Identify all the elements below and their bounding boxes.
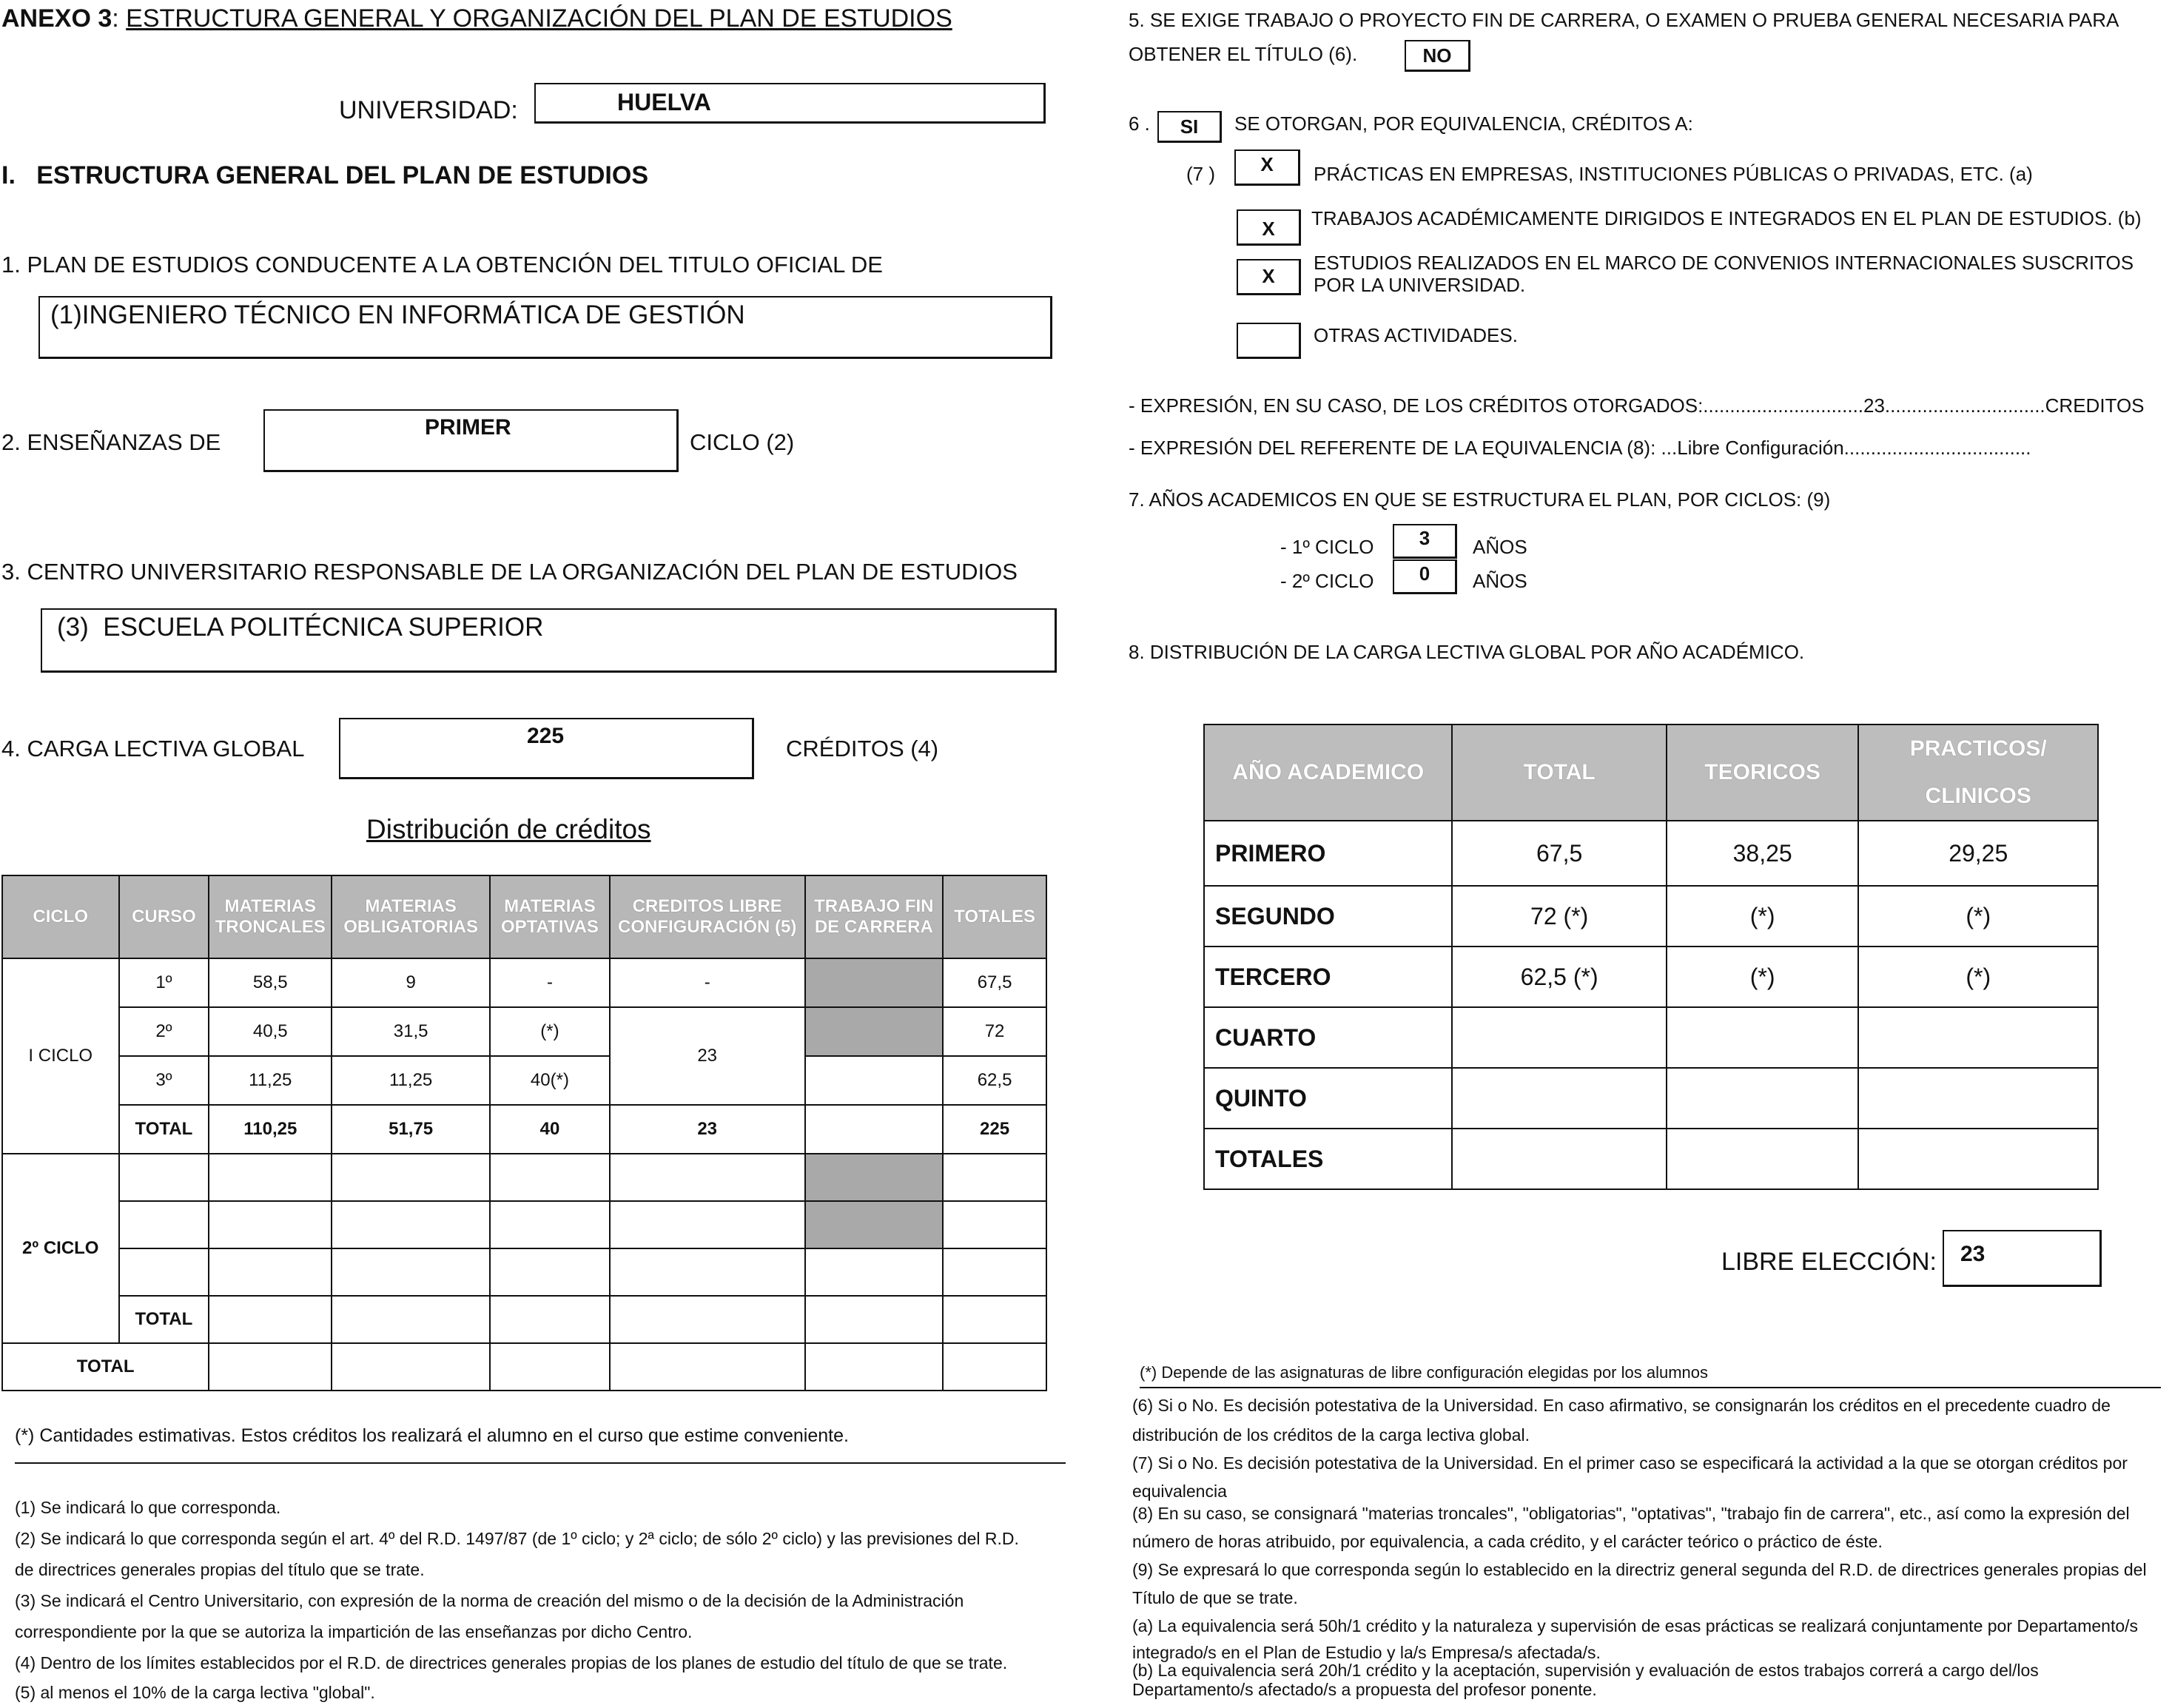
left-footnote: (4) Dentro de los límites establecidos por el R.D. de directrices generales propias de los planes de estudio del título de que se trate.	[15, 1653, 1008, 1672]
ciclo2-total-cell: TOTAL	[119, 1296, 209, 1343]
item2-label: 2. ENSEÑANZAS DE	[1, 429, 221, 455]
yearly-load-table	[1203, 724, 2099, 1190]
total-cell: 72 (*)	[1452, 886, 1666, 947]
curso-cell: TOTAL	[119, 1105, 209, 1154]
item2-suffix: CICLO (2)	[690, 429, 795, 455]
free-election-value: 23	[1960, 1242, 1986, 1266]
header-curso: CURSO	[119, 875, 209, 958]
left-footnote: correspondiente por la que se autoriza la impartición de las enseñanzas por dicho Centro.	[15, 1622, 693, 1641]
optativas-cell: 40	[490, 1105, 610, 1154]
totales-cell: 62,5	[943, 1056, 1046, 1105]
totales-cell: 72	[943, 1007, 1046, 1056]
troncales-cell: 11,25	[209, 1056, 332, 1105]
right-footnote: número de horas atribuido, por equivalencia, a cada crédito, y el carácter teórico o práctico de éste.	[1132, 1532, 1883, 1551]
right-footnote: (6) Si o No. Es decisión potestativa de la Universidad. En caso afirmativo, se consignarán los créditos en el precedente cuadro de	[1132, 1396, 2111, 1415]
free-election-label: LIBRE ELECCIÓN:	[1721, 1248, 1937, 1276]
teoricos-cell: (*)	[1667, 886, 1859, 947]
option-checkbox-convenios: X	[1237, 259, 1301, 295]
left-footnote: de directrices generales propias del título que se trate.	[15, 1560, 425, 1579]
teoricos-cell: 38,25	[1667, 821, 1859, 886]
degree-title-field	[38, 296, 1052, 359]
header-year: AÑO ACADEMICO	[1204, 724, 1452, 821]
header-practicos-line2: CLINICOS	[1925, 784, 2031, 808]
ciclo1-years-label: - 1º CICLO	[1280, 536, 1374, 558]
header-total: TOTAL	[1452, 724, 1666, 821]
item6-label: SE OTORGAN, POR EQUIVALENCIA, CRÉDITOS A:	[1234, 112, 1693, 135]
distribution-title: Distribución de créditos	[366, 814, 651, 844]
totales-cell: 225	[943, 1105, 1046, 1154]
option-label-trabajos: TRABAJOS ACADÉMICAMENTE DIRIGIDOS E INTEGRADOS EN EL PLAN DE ESTUDIOS. (b)	[1311, 207, 2142, 229]
table-row-total	[2, 1105, 1046, 1154]
trabajo-fin-cell	[805, 1007, 944, 1056]
item6-prefix: 6 .	[1129, 112, 1150, 135]
grand-total-cell: TOTAL	[2, 1343, 209, 1391]
ciclo1-years-unit: AÑOS	[1473, 536, 1527, 558]
libre-cell: 23	[610, 1105, 805, 1154]
table-row	[2, 958, 1046, 1007]
total-cell: 62,5 (*)	[1452, 947, 1666, 1007]
optativas-cell: 40(*)	[490, 1056, 610, 1105]
free-election-field	[1943, 1230, 2102, 1287]
right-footnote: distribución de los créditos de la carga lectiva global.	[1132, 1425, 1530, 1445]
right-footnote: (a) La equivalencia será 50h/1 crédito y la naturaleza y supervisión de esas prácticas se realizará conjuntamente por Departamento/s	[1132, 1616, 2139, 1635]
table-row	[2, 1007, 1046, 1056]
obligatorias-cell: 11,25	[332, 1056, 490, 1105]
option-label-practicas: PRÁCTICAS EN EMPRESAS, INSTITUCIONES PÚBLICAS O PRIVADAS, ETC. (a)	[1314, 163, 2033, 185]
libre-cell: -	[610, 958, 805, 1007]
ciclo2-years-value: 0	[1393, 559, 1457, 594]
total-cell: 67,5	[1452, 821, 1666, 886]
practicos-cell	[1858, 1129, 2098, 1189]
ciclo2-years-label: - 2º CICLO	[1280, 570, 1374, 592]
credits-value: 225	[527, 724, 565, 748]
year-cell: TERCERO	[1204, 947, 1452, 1007]
trabajo-fin-cell	[805, 1056, 944, 1105]
item8-label: 8. DISTRIBUCIÓN DE LA CARGA LECTIVA GLOBAL POR AÑO ACADÉMICO.	[1129, 641, 1805, 663]
teoricos-cell	[1667, 1068, 1859, 1129]
year-cell: QUINTO	[1204, 1068, 1452, 1129]
right-footnote: (9) Se expresará lo que corresponda según lo establecido en la directriz general segunda del R.D. de directrices generales propias del	[1132, 1560, 2147, 1579]
ciclo1-years-value: 3	[1393, 524, 1457, 559]
credit-distribution-table	[1, 875, 1047, 1391]
item5-line1: 5. SE EXIGE TRABAJO O PROYECTO FIN DE CARRERA, O EXAMEN O PRUEBA GENERAL NECESARIA PARA	[1129, 9, 2119, 31]
left-note: (*) Cantidades estimativas. Estos créditos los realizará el alumno en el curso que estime conveniente.	[15, 1425, 849, 1446]
right-divider	[1140, 1387, 2161, 1388]
troncales-cell: 110,25	[209, 1105, 332, 1154]
cycle-value: PRIMER	[425, 415, 511, 440]
credits-expression: - EXPRESIÓN, EN SU CASO, DE LOS CRÉDITOS OTORGADOS:..............................23..............................CREDITOS	[1129, 394, 2145, 417]
university-field	[534, 83, 1046, 124]
troncales-cell: 58,5	[209, 958, 332, 1007]
year-cell: SEGUNDO	[1204, 886, 1452, 947]
table-row	[1204, 947, 2098, 1007]
teoricos-cell	[1667, 1007, 1859, 1068]
table-row	[1204, 1068, 2098, 1129]
practicos-cell: (*)	[1858, 886, 2098, 947]
item5-line2: OBTENER EL TÍTULO (6).	[1129, 43, 1358, 65]
left-divider	[15, 1462, 1066, 1464]
center-value: (3) ESCUELA POLITÉCNICA SUPERIOR	[57, 613, 544, 642]
degree-title-value: (1)INGENIERO TÉCNICO EN INFORMÁTICA DE GESTIÓN	[50, 300, 745, 329]
practicos-cell	[1858, 1007, 2098, 1068]
annex-number: ANEXO 3	[1, 4, 112, 33]
obligatorias-cell: 9	[332, 958, 490, 1007]
practicos-cell	[1858, 1068, 2098, 1129]
trabajo-fin-cell	[805, 1105, 944, 1154]
obligatorias-cell: 31,5	[332, 1007, 490, 1056]
credits-field	[339, 718, 754, 779]
final-project-answer: NO	[1405, 40, 1470, 72]
item4-label: 4. CARGA LECTIVA GLOBAL	[1, 736, 305, 761]
option-checkbox-trabajos: X	[1237, 209, 1301, 246]
table-row	[2, 1154, 1046, 1201]
header-optativas: MATERIAS OPTATIVAS	[490, 875, 610, 958]
ciclo2-cell: 2º CICLO	[2, 1154, 119, 1343]
item7-label: 7. AÑOS ACADEMICOS EN QUE SE ESTRUCTURA EL PLAN, POR CICLOS: (9)	[1129, 488, 1831, 511]
table-row-grand-total	[2, 1343, 1046, 1391]
cycle-field	[263, 409, 679, 472]
optativas-cell: (*)	[490, 1007, 610, 1056]
right-footnote: (b) La equivalencia será 20h/1 crédito y la aceptación, supervisión y evaluación de estos trabajos correrá a cargo del/los	[1132, 1661, 2039, 1680]
ciclo1-cell: I CICLO	[2, 958, 119, 1154]
table-row	[1204, 1129, 2098, 1189]
table-row	[2, 1201, 1046, 1248]
table-row	[1204, 821, 2098, 886]
table-row	[2, 1056, 1046, 1105]
trabajo-fin-cell	[805, 958, 944, 1007]
equivalence-expression: - EXPRESIÓN DEL REFERENTE DE LA EQUIVALENCIA (8): ...Libre Configuración...................................	[1129, 437, 2031, 459]
item3-label: 3. CENTRO UNIVERSITARIO RESPONSABLE DE LA ORGANIZACIÓN DEL PLAN DE ESTUDIOS	[1, 559, 1018, 585]
total-cell	[1452, 1007, 1666, 1068]
annex-separator: :	[112, 4, 119, 33]
troncales-cell: 40,5	[209, 1007, 332, 1056]
item1-label: 1. PLAN DE ESTUDIOS CONDUCENTE A LA OBTENCIÓN DEL TITULO OFICIAL DE	[1, 252, 883, 278]
item4-suffix: CRÉDITOS (4)	[786, 736, 939, 761]
option-checkbox-practicas: X	[1234, 149, 1300, 186]
right-footnote: Departamento/s afectado/s a propuesta del profesor ponente.	[1132, 1680, 1597, 1699]
header-trabajo-fin: TRABAJO FIN DE CARRERA	[805, 875, 944, 958]
header-teoricos: TEORICOS	[1667, 724, 1859, 821]
right-footnote: equivalencia	[1132, 1482, 1227, 1501]
table-row	[1204, 886, 2098, 947]
center-field	[41, 608, 1057, 673]
item6-ref: (7 )	[1186, 163, 1215, 185]
left-footnote: (5) al menos el 10% de la carga lectiva "global".	[15, 1683, 375, 1702]
section-title: I. ESTRUCTURA GENERAL DEL PLAN DE ESTUDIOS	[1, 161, 649, 189]
option-label-otras: OTRAS ACTIVIDADES.	[1314, 324, 1518, 346]
header-ciclo: CICLO	[2, 875, 119, 958]
left-footnote: (3) Se indicará el Centro Universitario, con expresión de la norma de creación del mismo o de la decisión de la Administración	[15, 1591, 964, 1610]
teoricos-cell: (*)	[1667, 947, 1859, 1007]
option-checkbox-otras	[1237, 323, 1301, 359]
practicos-cell: (*)	[1858, 947, 2098, 1007]
university-value: HUELVA	[617, 89, 711, 115]
teoricos-cell	[1667, 1129, 1859, 1189]
year-cell: PRIMERO	[1204, 821, 1452, 886]
curso-cell: 3º	[119, 1056, 209, 1105]
optativas-cell: -	[490, 958, 610, 1007]
right-footnote: integrado/s en el Plan de Estudio y la/s Empresa/s afectada/s.	[1132, 1643, 1601, 1662]
header-troncales: MATERIAS TRONCALES	[209, 875, 332, 958]
table-row	[1204, 1007, 2098, 1068]
totales-cell: 67,5	[943, 958, 1046, 1007]
trabajo-fin-cell	[805, 1201, 944, 1248]
year-cell: TOTALES	[1204, 1129, 1452, 1189]
year-cell: CUARTO	[1204, 1007, 1452, 1068]
ciclo2-years-unit: AÑOS	[1473, 570, 1527, 592]
right-footnote: Título de que se trate.	[1132, 1588, 1298, 1607]
option-label-convenios: ESTUDIOS REALIZADOS EN EL MARCO DE CONVENIOS INTERNACIONALES SUSCRITOS	[1314, 252, 2134, 274]
right-footnote: (8) En su caso, se consignará "materias troncales", "obligatorias", "optativas", "trabajo fin de carrera", etc., así como la expresión del	[1132, 1504, 2130, 1523]
header-obligatorias: MATERIAS OBLIGATORIAS	[332, 875, 490, 958]
curso-cell: 1º	[119, 958, 209, 1007]
total-cell	[1452, 1068, 1666, 1129]
obligatorias-cell: 51,75	[332, 1105, 490, 1154]
curso-cell: 2º	[119, 1007, 209, 1056]
left-footnote: (2) Se indicará lo que corresponda según el art. 4º del R.D. 1497/87 (de 1º ciclo; y 2ª ciclo; de sólo 2º ciclo) y las previsiones del R.D.	[15, 1529, 1019, 1548]
trabajo-fin-cell	[805, 1154, 944, 1201]
annex-title: ESTRUCTURA GENERAL Y ORGANIZACIÓN DEL PLAN DE ESTUDIOS	[126, 4, 952, 33]
table-row	[2, 1296, 1046, 1343]
right-note: (*) Depende de las asignaturas de libre configuración elegidas por los alumnos	[1140, 1363, 1709, 1382]
table-row	[2, 1248, 1046, 1296]
option-label-convenios-2: POR LA UNIVERSIDAD.	[1314, 274, 1526, 296]
left-footnote: (1) Se indicará lo que corresponda.	[15, 1498, 281, 1517]
university-label: UNIVERSIDAD:	[339, 96, 518, 124]
practicos-cell: 29,25	[1858, 821, 2098, 886]
equivalence-answer: SI	[1157, 111, 1222, 143]
header-practicos	[1858, 724, 2098, 821]
annex-heading	[1, 4, 952, 33]
header-practicos-line1: PRACTICOS/	[1909, 736, 2047, 761]
header-totales: TOTALES	[943, 875, 1046, 958]
header-libre-config: CREDITOS LIBRE CONFIGURACIÓN (5)	[610, 875, 805, 958]
right-footnote: (7) Si o No. Es decisión potestativa de la Universidad. En el primer caso se especificará la actividad a la que se otorgan créditos por	[1132, 1453, 2128, 1473]
libre-merged-cell: 23	[610, 1007, 805, 1105]
total-cell	[1452, 1129, 1666, 1189]
